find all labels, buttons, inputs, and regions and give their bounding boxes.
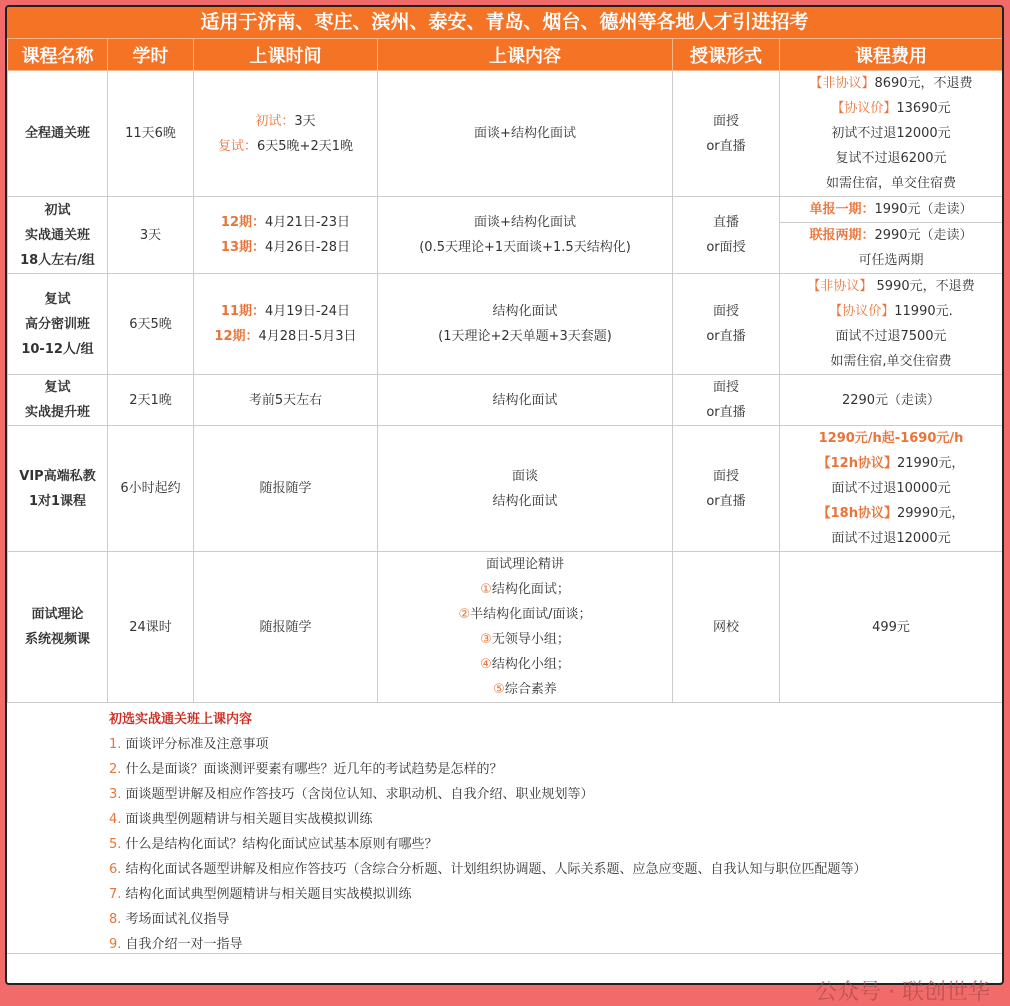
fee-line	[780, 501, 1002, 526]
schedule-line	[194, 324, 377, 349]
content-line: 面谈+结构化面试	[474, 215, 576, 230]
fee-line-label: 【协议价】	[831, 101, 897, 116]
column-header: 上课内容	[378, 39, 673, 71]
notes-item-text: 面谈题型讲解及相应作答技巧（含岗位认知、求职动机、自我介绍、职业规划等）	[125, 787, 594, 802]
schedule-cell	[194, 71, 378, 197]
notes-title: 初选实战通关班上课内容	[109, 712, 253, 727]
content-cell	[378, 426, 673, 552]
course-name: 全程通关班	[24, 126, 90, 141]
fee-line-label: 【12h协议】	[817, 456, 897, 471]
fee-line-value: 面试不过退12000元	[831, 531, 951, 546]
course-name: 面试理论	[31, 607, 84, 622]
table-title: 适用于济南、枣庄、滨州、泰安、青岛、烟台、德州等各地人才引进招考	[7, 7, 1002, 38]
notes-item-text: 考场面试礼仪指导	[125, 912, 230, 927]
course-name: 复试	[44, 291, 71, 307]
course-name: 1对1课程	[28, 493, 87, 509]
form-line: 面授	[712, 113, 739, 129]
schedule-line-label: 复试：	[218, 138, 258, 154]
form-line: or面授	[706, 240, 746, 255]
fee-cell	[780, 197, 1003, 274]
form-line: or直播	[706, 138, 746, 154]
course-card	[5, 5, 1004, 985]
notes-item-text: 自我介绍一对一指导	[125, 937, 243, 952]
course-name: 复试	[44, 380, 71, 395]
schedule-line	[194, 299, 377, 324]
schedule-cell	[194, 375, 378, 426]
fee-line	[780, 248, 1002, 273]
fee-line	[780, 324, 1002, 349]
fee-line-value: 如需住宿，单交住宿费	[825, 176, 956, 191]
notes-item-number: 4.	[109, 812, 126, 827]
course-name: 实战通关班	[24, 227, 90, 243]
schedule-line-value: 考前5天左右	[248, 392, 323, 408]
content-line: (0.5天理论+1天面谈+1.5天结构化)	[419, 240, 631, 255]
course-name-cell	[8, 426, 108, 552]
hours-cell: 6天5晚	[108, 274, 194, 375]
notes-item-number: 5.	[109, 837, 126, 852]
notes-item-text: 结构化面试典型例题精讲与相关题目实战模拟训练	[125, 887, 412, 902]
fee-line-label: 单报一期：	[809, 202, 875, 217]
notes-item-number: 8.	[109, 912, 126, 927]
fee-line-value: 面试不过退10000元	[831, 481, 951, 496]
content-item	[378, 652, 672, 677]
hours-cell: 3天	[108, 197, 194, 274]
notes-item	[109, 907, 1002, 932]
form-cell	[673, 375, 780, 426]
content-cell	[378, 274, 673, 375]
notes-item	[109, 932, 1002, 957]
course-name: 18人左右/组	[20, 252, 95, 268]
fee-line	[780, 146, 1002, 171]
notes-item-text: 面谈典型例题精讲与相关题目实战模拟训练	[125, 812, 373, 827]
content-cell	[378, 197, 673, 274]
column-header: 上课时间	[194, 39, 378, 71]
fee-line-value: 2990元（走读）	[874, 228, 973, 243]
form-line: or直播	[706, 493, 746, 509]
content-item-label: ②	[458, 607, 471, 622]
form-line: 面授	[712, 468, 739, 484]
schedule-line-value: 3天	[294, 113, 316, 129]
schedule-line-value: 随报随学	[259, 619, 312, 635]
content-item	[378, 627, 672, 652]
schedule-cell	[194, 197, 378, 274]
course-name: 高分密训班	[24, 316, 90, 332]
notes-item-number: 3.	[109, 787, 126, 802]
schedule-line	[194, 476, 377, 501]
fee-line-value: 面试不过退7500元	[835, 329, 947, 344]
fee-line	[780, 451, 1002, 476]
notes-item-text: 面谈评分标准及注意事项	[125, 737, 269, 752]
fee-line-value: 如需住宿,单交住宿费	[830, 354, 952, 369]
course-name: 10-12人/组	[21, 341, 94, 357]
content-item	[378, 677, 672, 702]
content-item-label: ③	[480, 632, 492, 647]
course-name: 初试	[44, 202, 71, 218]
schedule-line-label: 13期：	[220, 240, 266, 255]
course-name-cell	[8, 375, 108, 426]
column-header: 授课形式	[673, 39, 780, 71]
schedule-cell	[194, 552, 378, 703]
course-name-cell	[8, 197, 108, 274]
content-line: 结构化面试	[492, 392, 558, 408]
content-item-value: 结构化小组；	[491, 657, 570, 672]
form-line: or直播	[706, 329, 746, 344]
table-row	[8, 375, 1003, 426]
notes-item	[109, 832, 1002, 857]
fee-cell	[780, 552, 1003, 703]
form-cell	[673, 197, 780, 274]
schedule-line-value: 4月28日-5月3日	[258, 329, 357, 344]
schedule-line-label: 12期：	[214, 329, 259, 344]
fee-line	[780, 476, 1002, 501]
fee-line	[780, 96, 1002, 121]
fee-line-label: 【非协议】	[807, 279, 873, 294]
fee-line-value: 1990元（走读）	[874, 202, 973, 217]
fee-line-value: 8690元，不退费	[874, 76, 973, 91]
schedule-line	[194, 210, 377, 235]
fee-line-value: 29990元，	[897, 506, 965, 521]
notes-item	[109, 782, 1002, 807]
form-cell	[673, 426, 780, 552]
notes-item-text: 结构化面试各题型讲解及相应作答技巧（含综合分析题、计划组织协调题、人际关系题、应急应变题、自我认知与职位匹配题等）	[125, 862, 867, 877]
fee-line	[780, 71, 1002, 96]
fee-line	[780, 223, 1002, 248]
content-item	[378, 577, 672, 602]
hours-cell: 2天1晚	[108, 375, 194, 426]
form-line: or直播	[706, 405, 746, 420]
content-item-label: ①	[480, 582, 492, 597]
fee-line-value: 可任选两期	[858, 253, 924, 268]
fee-line-value: 499元	[872, 619, 910, 635]
fee-line	[780, 388, 1002, 413]
column-header: 课程名称	[8, 39, 108, 71]
content-item-value: 半结构化面试/面谈；	[470, 607, 592, 622]
schedule-cell	[194, 274, 378, 375]
column-header: 课程费用	[780, 39, 1003, 71]
course-name: 实战提升班	[24, 405, 90, 420]
schedule-cell	[194, 426, 378, 552]
notes-item-text: 什么是面谈？面谈测评要素有哪些？近几年的考试趋势是怎样的？	[125, 762, 503, 777]
fee-line	[780, 615, 1002, 640]
fee-line	[780, 274, 1002, 299]
notes-item-text: 什么是结构化面试？结构化面试应试基本原则有哪些？	[125, 837, 438, 852]
fee-line-label: 1290元/h起-1690元/h	[818, 431, 964, 446]
fee-sub	[780, 223, 1002, 273]
fee-line	[780, 121, 1002, 146]
watermark: 公众号 · 联创世华	[815, 980, 990, 1005]
content-line: 面试理论精讲	[485, 557, 564, 572]
content-item-value: 综合素养	[504, 682, 557, 697]
schedule-line	[194, 235, 377, 260]
fee-line-value: 复试不过退6200元	[835, 151, 947, 166]
schedule-line	[194, 109, 377, 134]
schedule-line	[194, 134, 377, 159]
form-cell	[673, 71, 780, 197]
table-row	[8, 197, 1003, 274]
form-line: 面授	[712, 304, 739, 319]
notes-item	[109, 757, 1002, 782]
schedule-line-value: 4月19日-24日	[265, 304, 351, 319]
schedule-line-value: 随报随学	[259, 481, 312, 496]
form-line: 直播	[712, 215, 739, 230]
schedule-line-value: 4月21日-23日	[265, 215, 351, 230]
fee-cell	[780, 274, 1003, 375]
content-line: 面谈	[511, 468, 538, 484]
table-row	[8, 71, 1003, 197]
fee-line-label: 【协议价】	[829, 304, 895, 319]
notes-item-number: 9.	[109, 937, 126, 952]
fee-line-label: 【非协议】	[809, 76, 875, 91]
fee-cell	[780, 375, 1003, 426]
content-item-label: ④	[480, 657, 492, 672]
content-item-value: 无领导小组；	[491, 632, 570, 647]
schedule-line	[194, 388, 377, 413]
notes-item	[109, 807, 1002, 832]
fee-line-value: 5990元，不退费	[872, 279, 975, 294]
form-cell	[673, 274, 780, 375]
column-header: 学时	[108, 39, 194, 71]
content-item-value: 结构化面试；	[491, 582, 570, 597]
table-row	[8, 426, 1003, 552]
fee-line-value: 13690元	[896, 101, 951, 116]
hours-cell: 24课时	[108, 552, 194, 703]
course-name-cell	[8, 552, 108, 703]
fee-cell	[780, 426, 1003, 552]
fee-line-value: 21990元，	[897, 456, 965, 471]
course-name-cell	[8, 71, 108, 197]
fee-line-value: 2290元（走读）	[841, 392, 941, 408]
hours-cell: 11天6晚	[108, 71, 194, 197]
notes-item-number: 6.	[109, 862, 126, 877]
content-cell	[378, 375, 673, 426]
fee-line	[780, 299, 1002, 324]
content-item-label: ⑤	[493, 682, 505, 697]
fee-cell	[780, 71, 1003, 197]
fee-line-label: 联报两期：	[809, 228, 875, 243]
fee-line-value: 初试不过退12000元	[831, 126, 951, 141]
form-cell	[673, 552, 780, 703]
course-table	[7, 38, 1003, 703]
course-name: VIP高端私教	[19, 468, 96, 484]
content-item	[378, 602, 672, 627]
content-line: 结构化面试	[492, 304, 558, 319]
schedule-line-value: 6天5晚+2天1晚	[257, 138, 353, 154]
table-row	[8, 274, 1003, 375]
schedule-line-value: 4月26日-28日	[265, 240, 351, 255]
fee-sub	[780, 197, 1002, 223]
hours-cell: 6小时起约	[108, 426, 194, 552]
notes-item-number: 7.	[109, 887, 126, 902]
content-line: (1天理论+2天单题+3天套题)	[438, 329, 612, 344]
course-name: 系统视频课	[24, 632, 90, 647]
table-row	[8, 552, 1003, 703]
fee-line	[780, 171, 1002, 196]
content-cell	[378, 552, 673, 703]
course-name-cell	[8, 274, 108, 375]
content-line: 结构化面试	[492, 493, 558, 509]
fee-line	[780, 426, 1002, 451]
fee-line	[780, 349, 1002, 374]
schedule-line	[194, 615, 377, 640]
schedule-line-label: 11期：	[220, 304, 266, 319]
notes-item	[109, 882, 1002, 907]
schedule-line-label: 12期：	[220, 215, 266, 230]
fee-line	[780, 197, 1002, 222]
fee-line	[780, 526, 1002, 551]
notes-item-number: 2.	[109, 762, 126, 777]
schedule-line-label: 初试：	[255, 113, 295, 129]
fee-line-label: 【18h协议】	[817, 506, 897, 521]
notes-item-number: 1.	[109, 737, 126, 752]
content-line: 面谈+结构化面试	[474, 126, 576, 141]
form-line: 网校	[712, 619, 739, 635]
notes-item	[109, 857, 1002, 882]
notes-item	[109, 732, 1002, 757]
form-line: 面授	[712, 380, 739, 395]
notes-section	[7, 703, 1002, 954]
fee-line-value: 11990元.	[894, 304, 953, 319]
content-cell	[378, 71, 673, 197]
